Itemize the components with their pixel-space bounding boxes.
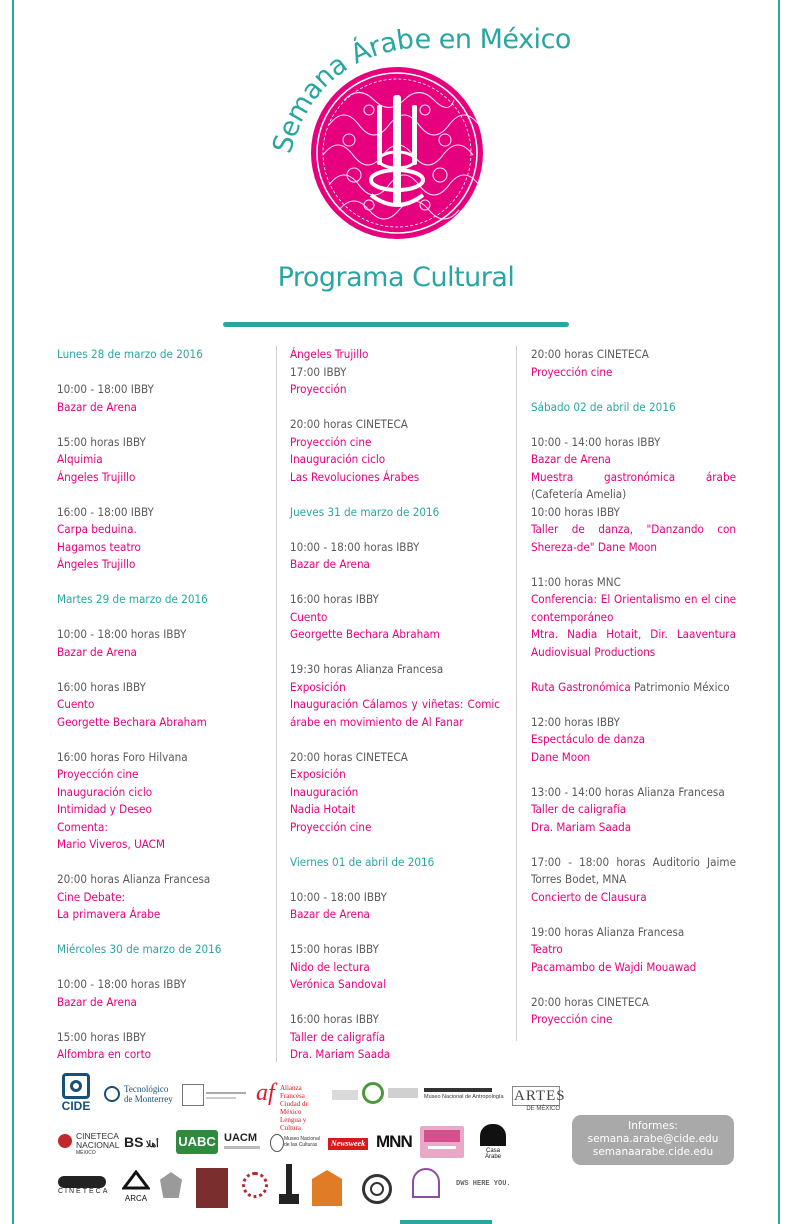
event-title: Inauguración ciclo bbox=[57, 784, 153, 799]
artes-de-mexico-logo bbox=[512, 1086, 566, 1112]
event-time: 19:30 horas Alianza Francesa bbox=[290, 662, 444, 676]
arca-label: ARCA bbox=[124, 1194, 148, 1203]
event-title: Bazar de Arena bbox=[57, 399, 137, 414]
bottom-tab bbox=[400, 1220, 492, 1224]
column-divider bbox=[516, 346, 517, 1041]
uacm-label: UACM bbox=[224, 1132, 257, 1144]
event-time: 20:00 horas Alianza Francesa bbox=[57, 872, 211, 886]
day-heading: Lunes 28 de marzo de 2016 bbox=[57, 347, 203, 361]
cineteca-nacional-logo bbox=[58, 1132, 120, 1156]
event-time: 20:00 horas CINETECA bbox=[531, 994, 649, 1009]
artes-label-a: ARTES bbox=[514, 1088, 566, 1104]
event-title: Ángeles Trujillo bbox=[57, 469, 136, 484]
spacer bbox=[290, 574, 500, 592]
event-title: Verónica Sandoval bbox=[290, 977, 387, 991]
event-time: 15:00 horas IBBY bbox=[57, 434, 146, 449]
event-time: 10:00 horas IBBY bbox=[531, 504, 620, 519]
tec-label-a: Tecnológico bbox=[124, 1084, 169, 1094]
schedule-column-1 bbox=[57, 346, 264, 1064]
event-title: Mario Viveros, UACM bbox=[57, 837, 165, 851]
arabesque-emblem bbox=[309, 65, 485, 241]
event-title: Alfombra en corto bbox=[57, 1047, 152, 1061]
event-title: Mtra. Nadia Hotait, Dir. Laaventura Audiovisual Productions bbox=[531, 627, 736, 659]
contact-info-box bbox=[572, 1115, 734, 1165]
event-title: Georgette Bechara Abraham bbox=[290, 627, 440, 641]
cineteca-label-a: CINETECA bbox=[76, 1131, 119, 1141]
event-title: Proyección cine bbox=[57, 767, 139, 781]
spacer bbox=[57, 661, 264, 679]
event-title: Inauguración ciclo bbox=[290, 452, 386, 466]
event-title: Ángeles Trujillo bbox=[290, 347, 369, 361]
af-label-c: Lengua y Cultura bbox=[280, 1116, 307, 1132]
af-label-b: Ciudad de México bbox=[280, 1100, 309, 1116]
round-seal-logo bbox=[362, 1174, 392, 1204]
column-divider bbox=[276, 346, 277, 1062]
event-title: Bazar de Arena bbox=[531, 452, 611, 466]
event-time: 15:00 horas IBBY bbox=[57, 1029, 146, 1044]
event-title: Nido de lectura bbox=[290, 959, 370, 974]
event-title: Las Revoluciones Árabes bbox=[290, 469, 420, 484]
tec-label-b: de Monterrey bbox=[124, 1094, 173, 1104]
museo-antropologia-logo bbox=[424, 1088, 504, 1106]
info-label: Informes: bbox=[628, 1120, 678, 1132]
event-time: 16:00 horas Foro Hilvana bbox=[57, 749, 188, 764]
event-title: Proyección cine bbox=[290, 819, 372, 834]
cineteca-label-c: MÉXICO bbox=[76, 1150, 96, 1156]
event-title: Carpa beduina. bbox=[57, 522, 137, 536]
spacer bbox=[290, 871, 500, 889]
museo-culturas-logo bbox=[270, 1134, 322, 1152]
event-time: 17:00 IBBY bbox=[290, 364, 347, 379]
uacm-logo bbox=[224, 1132, 262, 1154]
casa-arabe-label: Casa Árabe bbox=[484, 1148, 501, 1160]
event-title: Proyección cine bbox=[531, 1012, 613, 1026]
spacer bbox=[531, 556, 736, 574]
event-title: Nadia Hotait bbox=[290, 802, 356, 816]
event-time: 11:00 horas MNC bbox=[531, 574, 621, 589]
dws-logo: DWS HERE YOU. bbox=[456, 1180, 511, 1188]
event-time: 17:00 - 18:00 horas Auditorio Jaime Torres Bodet, MNA bbox=[531, 854, 736, 886]
spacer bbox=[57, 959, 264, 977]
spacer bbox=[531, 906, 736, 924]
festival-logo bbox=[420, 1126, 464, 1158]
red-pattern-logo bbox=[242, 1172, 268, 1202]
event-title: Cuento bbox=[57, 697, 95, 711]
event-title: Dane Moon bbox=[531, 749, 591, 764]
event-title: Bazar de Arena bbox=[290, 907, 370, 921]
unesco-logo bbox=[182, 1084, 248, 1106]
event-title: Cine Debate: bbox=[57, 889, 126, 904]
spacer bbox=[531, 661, 736, 679]
event-time: 10:00 - 14:00 horas IBBY bbox=[531, 434, 661, 449]
day-heading: Sábado 02 de abril de 2016 bbox=[531, 399, 676, 414]
mnn-logo: MNN bbox=[376, 1132, 412, 1151]
event-title: Espectáculo de danza bbox=[531, 732, 646, 746]
event-title: Muestra gastronómica árabe bbox=[531, 469, 736, 484]
event-detail: Patrimonio México bbox=[630, 679, 730, 694]
event-time: 20:00 horas CINETECA bbox=[290, 749, 408, 764]
spacer bbox=[57, 731, 264, 749]
schedule-column-2 bbox=[290, 346, 500, 1064]
spacer bbox=[531, 976, 736, 994]
spacer bbox=[290, 731, 500, 749]
event-time: 20:00 horas CINETECA bbox=[290, 417, 408, 431]
event-time: 15:00 horas IBBY bbox=[290, 942, 379, 956]
schedule-line bbox=[531, 469, 736, 504]
day-heading: Jueves 31 de marzo de 2016 bbox=[290, 504, 440, 519]
al-andalus-logo bbox=[412, 1168, 444, 1208]
schedule-column-3 bbox=[531, 346, 736, 1029]
info-email[interactable]: semana.arabe@cide.edu bbox=[587, 1133, 719, 1145]
orange-house-logo bbox=[312, 1170, 342, 1206]
spacer bbox=[531, 416, 736, 434]
event-time: 10:00 - 18:00 IBBY bbox=[57, 382, 154, 396]
event-title: La primavera Árabe bbox=[57, 907, 161, 921]
spacer bbox=[290, 924, 500, 942]
spacer bbox=[290, 486, 500, 504]
small-institution-logo bbox=[332, 1090, 358, 1100]
event-time: 19:00 horas Alianza Francesa bbox=[531, 924, 685, 939]
page-title: Semana Árabe en México bbox=[266, 23, 571, 157]
culturas-label: Museo Nacional de las Culturas bbox=[284, 1136, 320, 1148]
cide-logo bbox=[60, 1073, 92, 1119]
al-fanar-logo bbox=[278, 1164, 300, 1208]
day-heading: Miércoles 30 de marzo de 2016 bbox=[57, 942, 222, 956]
event-title: Bazar de Arena bbox=[290, 557, 370, 571]
event-title: Georgette Bechara Abraham bbox=[57, 714, 207, 729]
spacer bbox=[57, 1011, 264, 1029]
event-title: Bazar de Arena bbox=[57, 994, 137, 1009]
event-title: Taller de caligrafía bbox=[531, 802, 627, 816]
green-emblem-logo bbox=[362, 1082, 384, 1104]
event-title: Intimidad y Deseo bbox=[57, 802, 152, 816]
spacer bbox=[531, 836, 736, 854]
spacer bbox=[57, 486, 264, 504]
event-title: Exposición bbox=[290, 767, 346, 781]
artes-label-b: DE MÉXICO bbox=[526, 1106, 560, 1112]
cineteca-mexiquense-logo bbox=[58, 1176, 108, 1200]
casa-arabe-logo bbox=[478, 1124, 508, 1166]
arca-triangle-icon bbox=[122, 1170, 150, 1190]
event-time: 12:00 horas IBBY bbox=[531, 714, 620, 729]
cide-label: CIDE bbox=[61, 1099, 91, 1113]
event-title: Dra. Mariam Saada bbox=[290, 1047, 391, 1061]
spacer bbox=[57, 416, 264, 434]
event-title: Proyección bbox=[290, 382, 347, 396]
spacer bbox=[290, 399, 500, 417]
page-subtitle: Programa Cultural bbox=[277, 262, 515, 293]
event-title: Alquimia bbox=[57, 452, 103, 466]
event-title: Ángeles Trujillo bbox=[57, 557, 136, 571]
header-divider bbox=[223, 322, 569, 327]
arabic-institution-logo bbox=[388, 1088, 418, 1098]
uabc-logo: UABC bbox=[176, 1130, 218, 1154]
event-time: 16:00 horas IBBY bbox=[290, 1012, 379, 1026]
spacer bbox=[57, 574, 264, 592]
event-title: Pacamambo de Wajdi Mouawad bbox=[531, 959, 697, 974]
event-title: Concierto de Clausura bbox=[531, 889, 647, 904]
event-title: Exposición bbox=[290, 679, 346, 694]
event-title: Bazar de Arena bbox=[57, 644, 137, 659]
alianza-francesa-logo: af Alianza Francesa Ciudad de México Lengua y Cultura bbox=[256, 1082, 324, 1112]
event-title: Teatro bbox=[531, 942, 563, 956]
event-title: Taller de danza, "Danzando con Shereza-de" Dane Moon bbox=[531, 522, 736, 554]
header bbox=[0, 0, 792, 330]
spacer bbox=[290, 521, 500, 539]
spacer bbox=[290, 836, 500, 854]
spacer bbox=[57, 364, 264, 382]
arca-logo bbox=[122, 1170, 150, 1203]
day-heading: Martes 29 de marzo de 2016 bbox=[57, 592, 208, 606]
event-title: Proyección cine bbox=[290, 434, 372, 449]
spacer bbox=[290, 994, 500, 1012]
event-title: Taller de caligrafía bbox=[290, 1029, 386, 1044]
spacer bbox=[531, 381, 736, 399]
spacer bbox=[531, 766, 736, 784]
spacer bbox=[290, 644, 500, 662]
spacer bbox=[57, 609, 264, 627]
event-time: 16:00 horas IBBY bbox=[290, 592, 379, 606]
event-title: Inauguración bbox=[290, 784, 359, 799]
event-time: 10:00 - 18:00 horas IBBY bbox=[57, 627, 187, 641]
bs-logo: BS أهلا bbox=[124, 1134, 159, 1150]
spacer bbox=[531, 696, 736, 714]
event-title: Cuento bbox=[290, 609, 328, 624]
event-time: 10:00 - 18:00 horas IBBY bbox=[57, 977, 187, 991]
info-website[interactable]: semanaarabe.cide.edu bbox=[592, 1146, 714, 1158]
event-title: Comenta: bbox=[57, 819, 108, 834]
event-time: 10:00 - 18:00 horas IBBY bbox=[290, 539, 420, 554]
event-time: 10:00 - 18:00 IBBY bbox=[290, 889, 387, 904]
event-time: 16:00 horas IBBY bbox=[57, 679, 146, 694]
event-time: 16:00 - 18:00 IBBY bbox=[57, 504, 154, 519]
event-title: Inauguración Cálamos y viñetas: Comic árabe en movimiento de Al Fanar bbox=[290, 697, 500, 729]
event-detail: (Cafetería Amelia) bbox=[531, 487, 627, 501]
cinetecam-label: CINETECA bbox=[58, 1188, 110, 1195]
event-title: Ruta Gastronómica bbox=[531, 679, 631, 694]
schedule-line bbox=[531, 679, 736, 697]
cineteca-label-b: NACIONAL bbox=[76, 1139, 120, 1150]
event-time: 20:00 horas CINETECA bbox=[531, 347, 649, 361]
spacer bbox=[57, 924, 264, 942]
af-label-a: Alianza Francesa bbox=[280, 1084, 305, 1100]
event-title: Hagamos teatro bbox=[57, 539, 141, 554]
newsweek-logo: Newsweek bbox=[328, 1138, 368, 1150]
event-title: Dra. Mariam Saada bbox=[531, 819, 632, 834]
event-title: Conferencia: El Orientalismo en el cine contemporáneo bbox=[531, 592, 736, 624]
inah-label: Museo Nacional de Antropología bbox=[424, 1094, 504, 1100]
spacer bbox=[57, 854, 264, 872]
day-heading: Viernes 01 de abril de 2016 bbox=[290, 854, 435, 869]
event-title: Proyección cine bbox=[531, 364, 613, 379]
tec-monterrey-logo bbox=[104, 1084, 174, 1108]
museo-logo bbox=[196, 1168, 228, 1208]
event-time: 13:00 - 14:00 horas Alianza Francesa bbox=[531, 784, 725, 799]
shield-logo bbox=[160, 1172, 182, 1198]
